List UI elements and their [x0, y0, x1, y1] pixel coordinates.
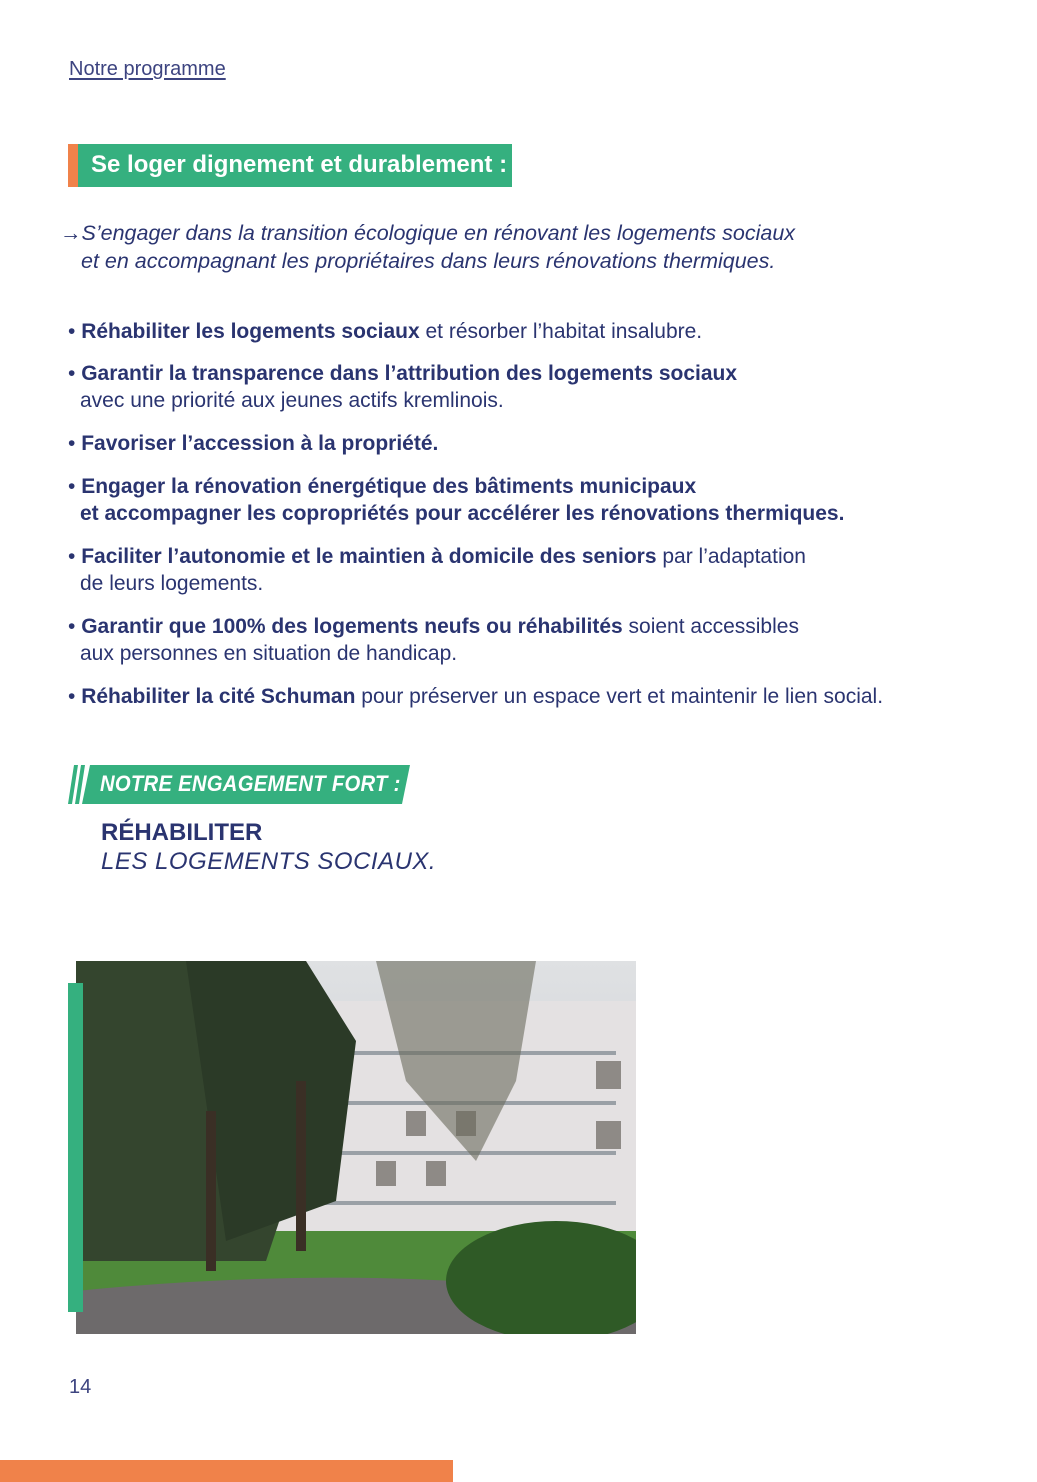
list-item: • Réhabiliter les logements sociaux et résorber l’habitat insalubre. [68, 320, 703, 343]
footer-bar [0, 1460, 453, 1482]
item-text: aux personnes en situation de handicap. [80, 642, 458, 665]
item-bold: Garantir la transparence dans l’attribution des logements sociaux [81, 362, 738, 385]
item-text: soient accessibles [622, 615, 799, 638]
item-bold: Favoriser l’accession à la propriété. [81, 432, 439, 455]
item-bold: Garantir que 100% des logements neufs ou réhabilités [81, 615, 623, 638]
list-item: • Faciliter l’autonomie et le maintien à domicile des seniors par l’adaptation de leurs logements. [68, 545, 806, 595]
intro-line-2: et en accompagnant les propriétaires dans leurs rénovations thermiques. [81, 249, 776, 273]
breadcrumb-link[interactable]: Notre programme [69, 58, 226, 80]
item-bold: Réhabiliter la cité Schuman [81, 685, 356, 708]
item-bold: et accompagner les copropriétés pour accélérer les rénovations thermiques. [80, 502, 845, 525]
item-bold: Réhabiliter les logements sociaux [81, 320, 420, 343]
intro-text [60, 219, 795, 275]
section-title: Se loger dignement et durablement : [91, 151, 508, 178]
item-text: par l’adaptation [656, 545, 806, 568]
arrow-icon: → [60, 221, 82, 245]
item-text: avec une priorité aux jeunes actifs kremlinois. [80, 389, 504, 412]
list-item: • Garantir la transparence dans l’attribution des logements sociaux avec une priorité aux jeunes actifs kremlinois. [68, 362, 738, 412]
section-title-banner [68, 144, 512, 187]
list-item: • Réhabiliter la cité Schuman pour préserver un espace vert et maintenir le lien social. [68, 685, 884, 708]
list-item: • Favoriser l’accession à la propriété. [68, 432, 439, 455]
item-text: de leurs logements. [80, 572, 264, 595]
engagement-heading: RÉHABILITER [101, 819, 263, 846]
item-bold: Engager la rénovation énergétique des bâtiments municipaux [81, 475, 697, 498]
engagement-label: NOTRE ENGAGEMENT FORT : [100, 771, 401, 796]
photo-accent-bar [68, 983, 83, 1312]
engagement-subheading: LES LOGEMENTS SOCIAUX. [101, 848, 437, 875]
item-text: et résorber l’habitat insalubre. [419, 320, 703, 343]
page-number: 14 [69, 1376, 92, 1398]
item-bold: Faciliter l’autonomie et le maintien à domicile des seniors [81, 545, 657, 568]
list-item: • Engager la rénovation énergétique des bâtiments municipaux et accompagner les copropriétés pour accélérer les rénovations thermiques. [68, 475, 845, 525]
housing-photo [76, 961, 636, 1334]
list-item: • Garantir que 100% des logements neufs ou réhabilités soient accessibles aux personnes en situation de handicap. [68, 615, 799, 665]
intro-line-1: S’engager dans la transition écologique en rénovant les logements sociaux [81, 221, 796, 245]
item-text: pour préserver un espace vert et maintenir le lien social. [355, 685, 884, 708]
